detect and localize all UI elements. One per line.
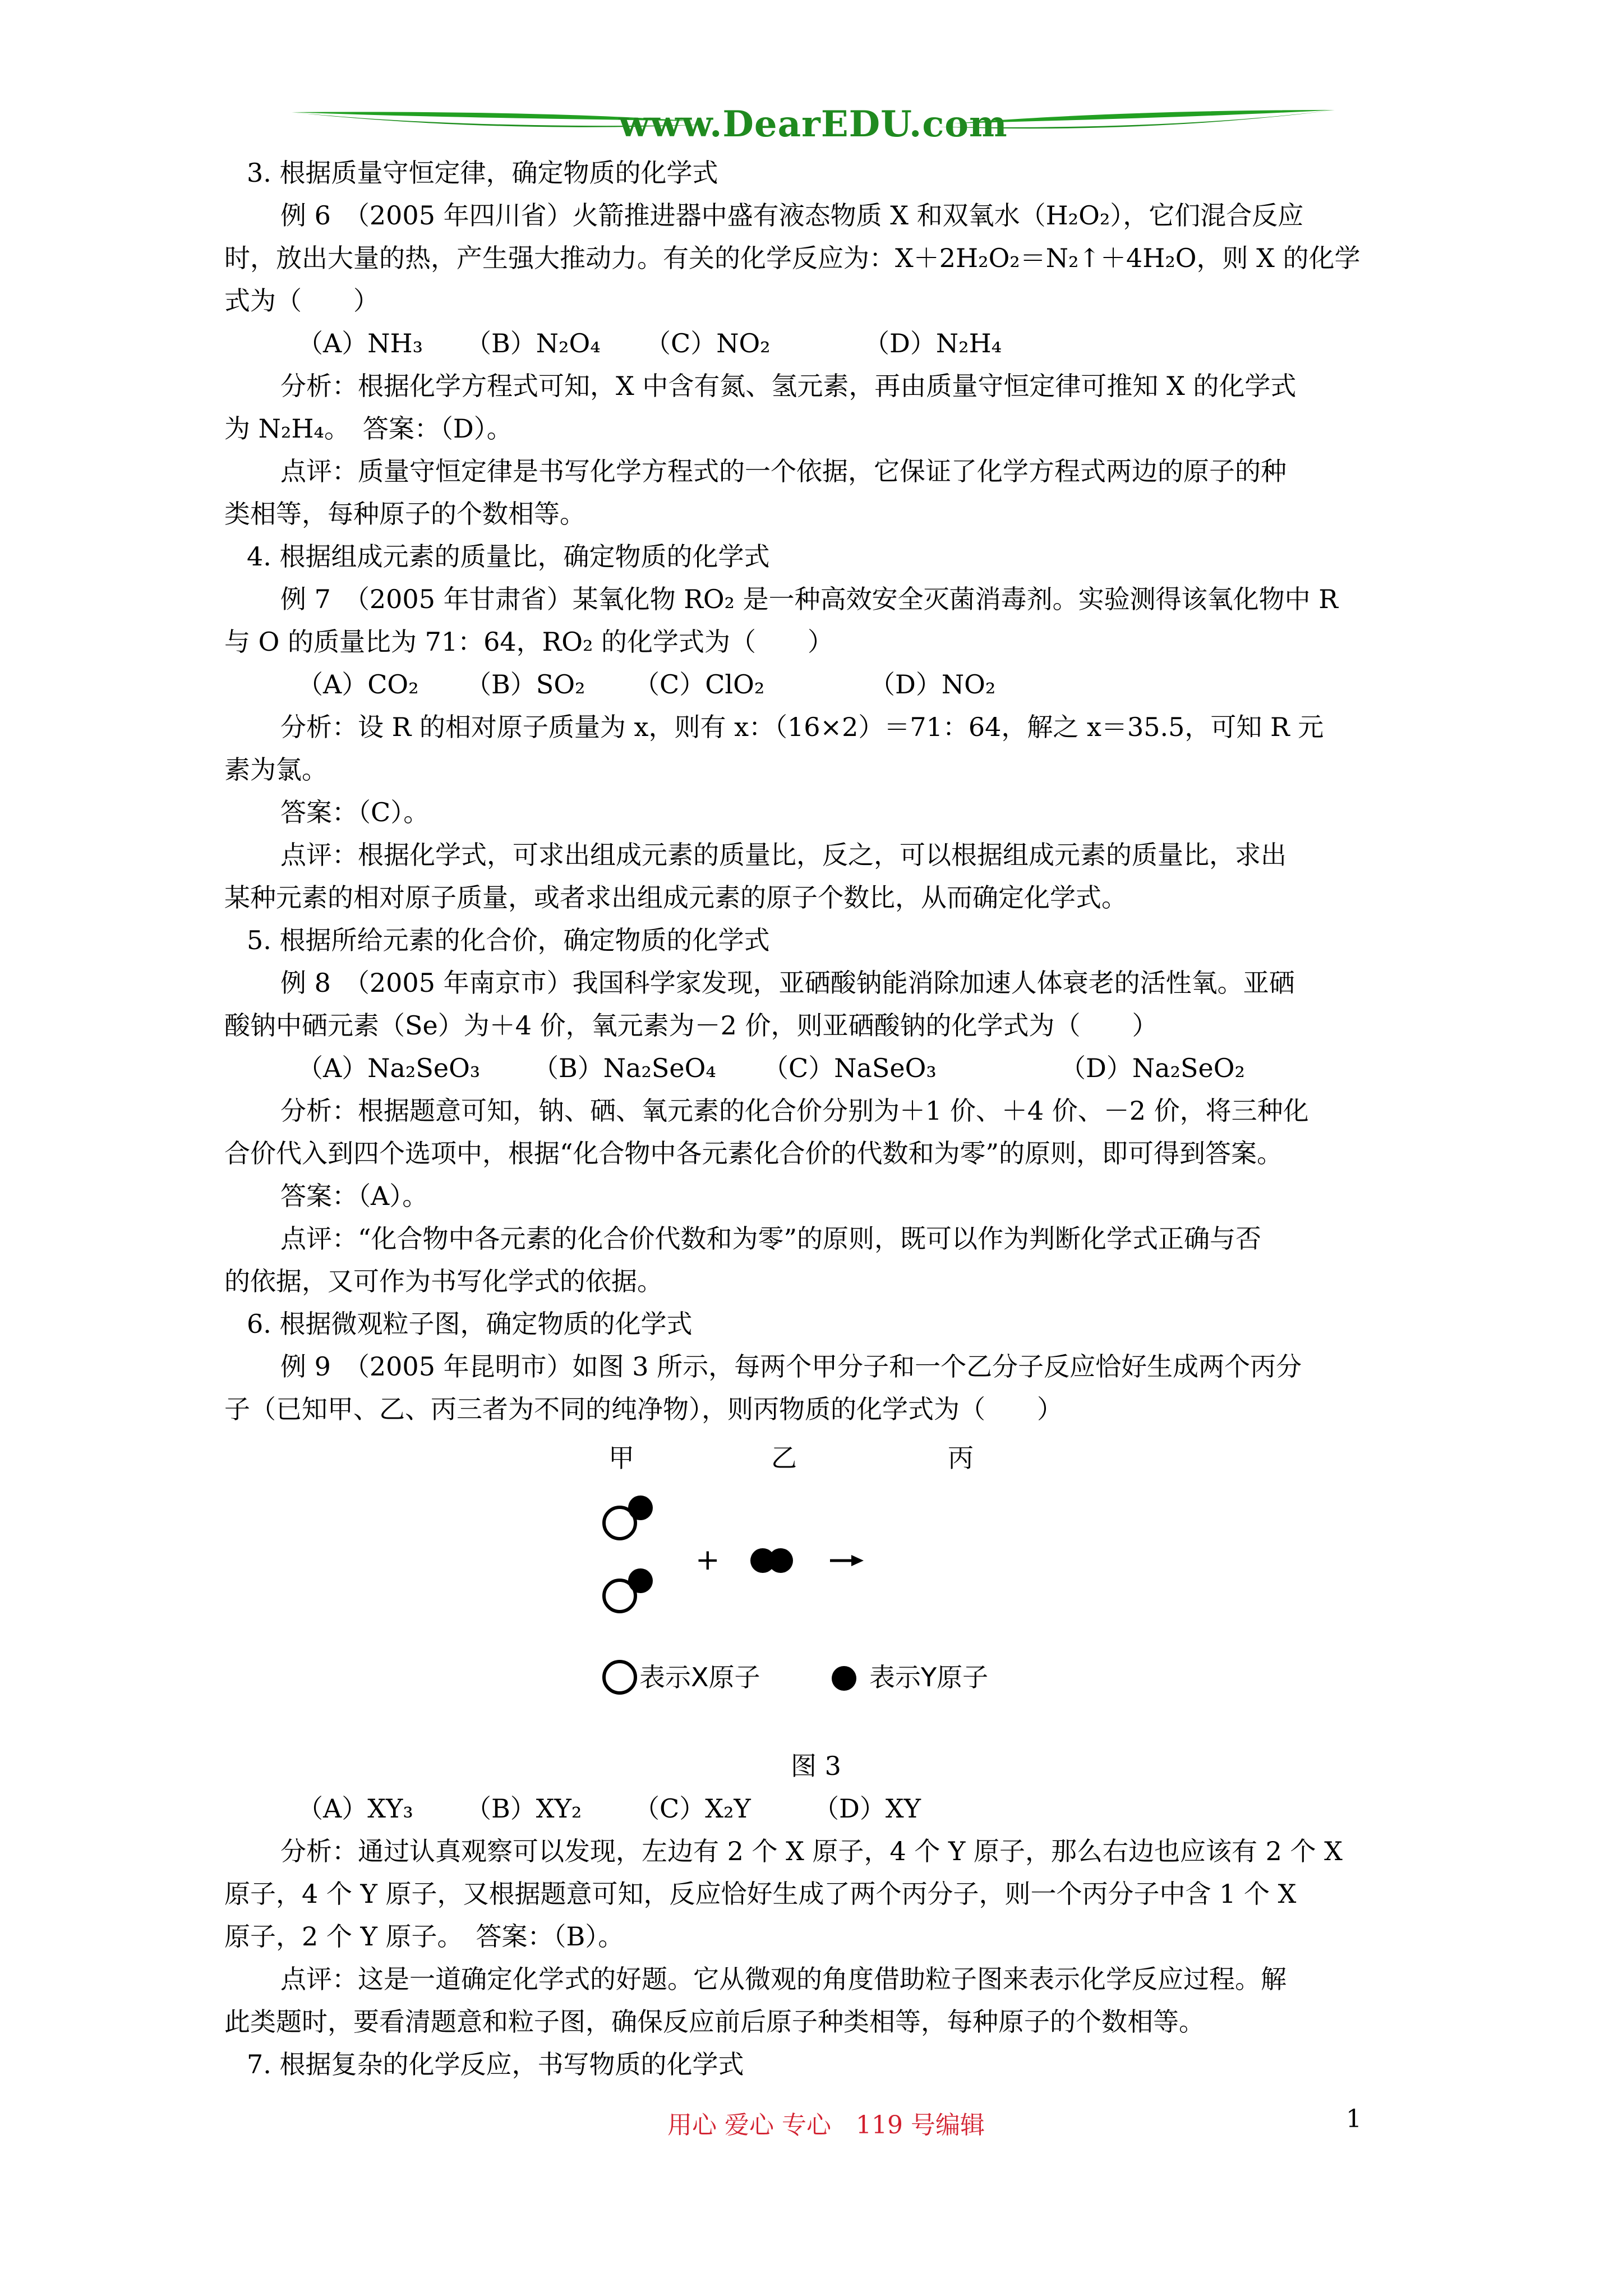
option: （B）XY₂ [465,1793,582,1824]
analysis-text: 分析：通过认真观察可以发现，左边有 2 个 X 原子，4 个 Y 原子，那么右边也应该有 2 个 X [280,1836,1343,1866]
footer-text: 用心 爱心 专心 119 号编辑 [667,2111,985,2139]
y-atom-icon [628,1568,653,1593]
figure-3-particle-diagram [224,1430,1408,1745]
analysis-text: 素为氯。 [224,754,328,785]
section-heading: 4. 根据组成元素的质量比，确定物质的化学式 [247,541,770,572]
answer-text: 答案：（C）。 [280,797,430,827]
option: （A）NH₃ [297,328,423,358]
option: （C）X₂Y [634,1793,751,1824]
option: （A）Na₂SeO₃ [297,1053,481,1083]
option: （B）N₂O₄ [465,328,601,358]
section-heading: 7. 根据复杂的化学反应，书写物质的化学式 [247,2049,744,2079]
example-text: 时，放出大量的热，产生强大推动力。有关的化学反应为：X＋2H₂O₂＝N₂↑＋4H₂O，则 X 的化学 [224,243,1361,273]
analysis-text: 原子，2 个 Y 原子。 答案：（B）。 [224,1921,624,1952]
label-yi: 乙 [771,1443,797,1473]
option: （C）ClO₂ [634,669,765,700]
comment-text: 的依据，又可作为书写化学式的依据。 [224,1266,663,1296]
answer-text: 答案：（A）。 [280,1181,428,1211]
example-text: 式为（ ） [224,286,379,316]
analysis-text: 分析：根据题意可知，钠、硒、氧元素的化合价分别为＋1 价、＋4 价、－2 价，将三种化 [280,1096,1309,1126]
plus-sign: + [695,1543,720,1577]
analysis-text: 分析：设 R 的相对原子质量为 x，则有 x：（16×2）＝71：64，解之 x＝35.5，可知 R 元 [280,712,1324,742]
figure-caption: 图 3 [791,1751,841,1781]
option: （B）SO₂ [465,669,585,700]
legend-x-atom-icon [604,1662,635,1693]
analysis-text: 原子，4 个 Y 原子，又根据题意可知，反应恰好生成了两个丙分子，则一个丙分子中含 1 个 X [224,1879,1297,1909]
option: （C）NO₂ [645,328,771,358]
example-text: 例 8 （2005 年南京市）我国科学家发现，亚硒酸钠能消除加速人体衰老的活性氧。亚硒 [280,968,1295,998]
option: （D）N₂H₄ [864,328,1002,358]
example-text: 例 6 （2005 年四川省）火箭推进器中盛有液态物质 X 和双氧水（H₂O₂），它们混合反应 [280,200,1304,231]
option: （A）CO₂ [297,669,419,700]
arrow-head-icon [851,1555,864,1566]
options-ex6 [224,322,1408,365]
label-bing: 丙 [948,1443,974,1473]
example-text: 酸钠中硒元素（Se）为＋4 价，氧元素为－2 价，则亚硒酸钠的化学式为（ ） [224,1010,1158,1041]
example-text: 子（已知甲、乙、丙三者为不同的纯净物），则丙物质的化学式为（ ） [224,1394,1063,1424]
example-text: 例 7 （2005 年甘肃省）某氧化物 RO₂ 是一种高效安全灭菌消毒剂。实验测得该氧化物中 R [280,584,1338,614]
option: （C）NaSeO₃ [763,1053,937,1083]
analysis-text: 为 N₂H₄。 答案：（D）。 [224,413,513,444]
y-atom-icon [628,1496,653,1520]
particle-diagram [583,1436,1043,1700]
site-name: www.DearEDU.com [619,103,1008,145]
document-body [224,151,1408,2086]
y-atom-icon [768,1548,793,1573]
comment-text: 此类题时，要看清题意和粒子图，确保反应前后原子种类相等，每种原子的个数相等。 [224,2007,1205,2037]
legend-y-atom-icon [832,1666,856,1691]
option: （D）XY [813,1793,921,1824]
comment-text: 点评：“化合物中各元素的化合价代数和为零”的原则，既可以作为判断化学式正确与否 [280,1223,1262,1254]
options-ex9 [224,1787,1408,1830]
label-jia: 甲 [608,1443,634,1473]
example-text: 与 O 的质量比为 71：64，RO₂ 的化学式为（ ） [224,627,834,657]
option: （B）Na₂SeO₄ [533,1053,716,1083]
option: （A）XY₃ [297,1793,413,1824]
comment-text: 类相等，每种原子的个数相等。 [224,499,585,529]
legend-x-label: 表示X原子 [639,1662,760,1692]
option: （D）NO₂ [869,669,996,700]
comment-text: 点评：质量守恒定律是书写化学方程式的一个依据，它保证了化学方程式两边的原子的种 [280,456,1287,486]
comment-text: 点评：这是一道确定化学式的好题。它从微观的角度借助粒子图来表示化学反应过程。解 [280,1964,1287,1994]
site-header-banner [292,102,1335,147]
example-text: 例 9 （2005 年昆明市）如图 3 所示，每两个甲分子和一个乙分子反应恰好生成两个丙分 [280,1351,1302,1382]
option: （D）Na₂SeO₂ [1060,1053,1245,1083]
section-heading: 6. 根据微观粒子图，确定物质的化学式 [247,1309,693,1339]
section-heading: 5. 根据所给元素的化合价，确定物质的化学式 [247,925,770,955]
options-ex8 [224,1047,1408,1089]
comment-text: 点评：根据化学式，可求出组成元素的质量比，反之，可以根据组成元素的质量比，求出 [280,840,1287,870]
analysis-text: 分析：根据化学方程式可知，X 中含有氮、氢元素，再由质量守恒定律可推知 X 的化学式 [280,371,1297,401]
section-heading: 3. 根据质量守恒定律，确定物质的化学式 [247,158,718,188]
page-number: 1 [1346,2105,1362,2133]
comment-text: 某种元素的相对原子质量，或者求出组成元素的原子个数比，从而确定化学式。 [224,882,1127,913]
legend-y-label: 表示Y原子 [869,1662,989,1692]
options-ex7 [224,663,1408,706]
analysis-text: 合价代入到四个选项中，根据“化合物中各元素化合价的代数和为零”的原则，即可得到答案。 [224,1138,1283,1168]
